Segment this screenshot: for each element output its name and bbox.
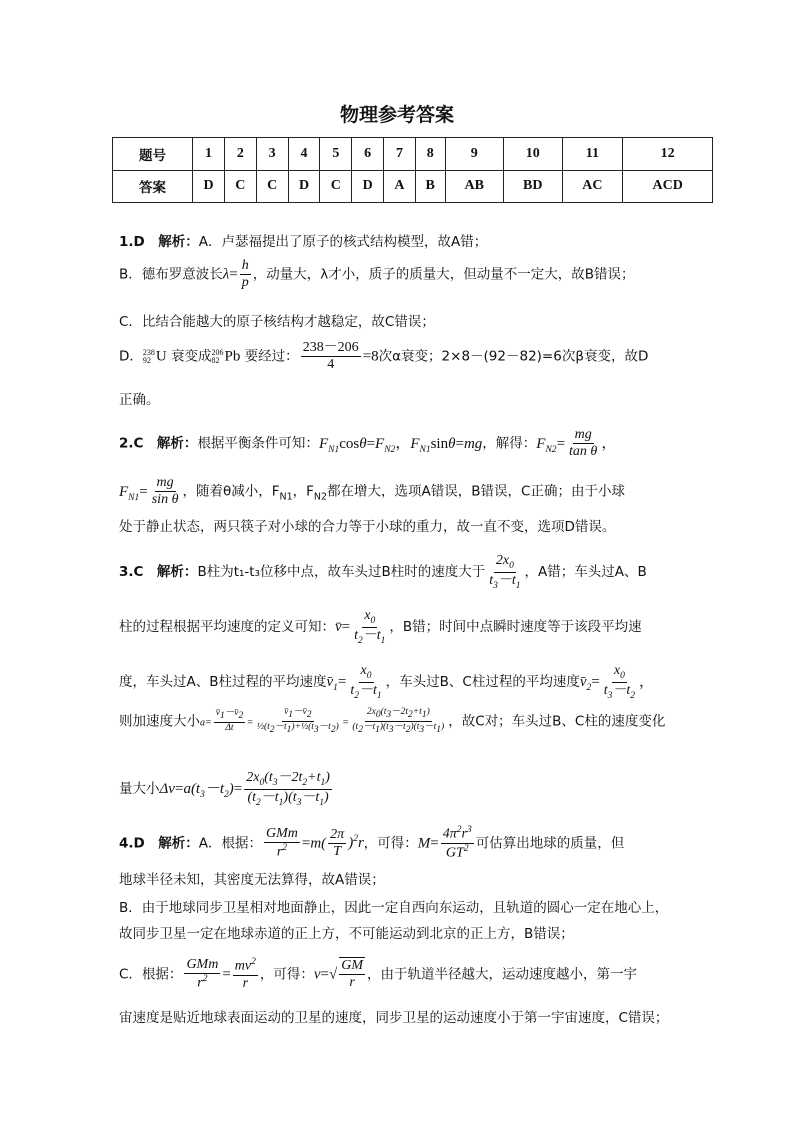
formula: )$^2$r <box>348 834 364 852</box>
q3-text: ，A错；车头过A、B <box>524 564 647 581</box>
q2-line-c <box>119 515 615 535</box>
answer-cell: AB <box>445 170 504 203</box>
question-number: 1 <box>193 138 225 171</box>
q4-heading: 4.D 解析： <box>119 835 199 852</box>
q1-text: 要经过： <box>244 348 299 365</box>
q4-text: 可估算出地球的质量，但 <box>475 835 625 852</box>
q3-text: 则加速度大小 <box>119 713 200 730</box>
q2-line-a: 2.C 解析：根据平衡条件可知：$F_{N1}\cos\theta=F_{N2}$，$F_{N1}\sin\theta=mg$，解得：$F_{N2}=$ $\frac{mg}{\text{tan θ}}$ ， <box>119 427 617 460</box>
q1-line-c <box>119 310 435 330</box>
question-number: 12 <box>623 138 713 171</box>
q2-text: 都在增大，选项A错误，B错误，C正确；由于小球 <box>327 483 625 500</box>
answer-cell: C <box>320 170 352 203</box>
q4-line-f <box>119 1006 668 1026</box>
q2-heading: 2.C 解析： <box>119 435 198 452</box>
question-number: 9 <box>445 138 504 171</box>
question-number: 5 <box>320 138 352 171</box>
fraction: $\frac{2x_0}{t_3-t_1}$ <box>489 553 521 591</box>
question-number: 7 <box>384 138 416 171</box>
q1-line-d: D． 238 92 U 衰变成 206 82 Pb 要经过： $\frac{238-206}{4}$ =8次α衰变；2×8－(92－82)=6次β衰变，故D <box>119 340 649 373</box>
q4-text: A．根据： <box>198 835 262 852</box>
fraction: $\frac{mv^2}{r}$ <box>234 957 256 991</box>
q2-text: ，随着θ减小，F <box>182 483 280 500</box>
q3-text: ，B错；时间中点瞬时速度等于该段平均速 <box>389 619 642 636</box>
q3-text: 量大小 <box>119 781 160 798</box>
question-number: 8 <box>415 138 445 171</box>
fraction: $\frac{mg}{\text{sin θ}}$ <box>151 475 179 508</box>
q1-text: A．卢瑟福提出了原子的核式结构模型，故A错； <box>198 234 488 250</box>
question-number: 6 <box>352 138 384 171</box>
q1-text: 正确。 <box>119 392 160 408</box>
q2-text: 处于静止状态，两只筷子对小球的合力等于小球的重力，故一直不变，选项D错误。 <box>119 519 616 535</box>
q4-line-e: C．根据： GMm $r^2$ = $\frac{mv^2}{r}$ ，可得：v=√ $\frac{GM}{r}$ ，由于轨道半径越大，运动速度越小，第一宇 <box>119 957 638 991</box>
q1-heading: 1.D 解析： <box>119 234 199 250</box>
q1-line-b: B．德布罗意波长λ= $\frac{h}{p}$ ，动量大，λ才小，质子的质量大，但动量不一定大，故B错误； <box>119 258 635 291</box>
fraction: GMm $r^2$ <box>186 957 219 991</box>
q3-line-a <box>119 553 647 591</box>
formula: $\Delta v=a(t_3-t_2)=$ <box>159 781 243 801</box>
question-number: 3 <box>256 138 288 171</box>
q3-line-c: 度，车头过A、B柱过程的平均速度$v̄_1=$ $\frac{x_0}{t_2-t_1}$ ，车头过B、C柱过程的平均速度$v̄_2=$ $\frac{x_0}{t_3-t_2}$ ， <box>119 663 655 701</box>
q4-text: 宙速度是贴近地球表面运动的卫星的速度，同步卫星的运动速度小于第一宇宙速度，C错误； <box>119 1010 669 1026</box>
question-number: 4 <box>288 138 320 171</box>
formula: =m( <box>301 835 327 852</box>
question-number: 10 <box>504 138 563 171</box>
answer-cell: ACD <box>623 170 713 203</box>
q4-text: ，可得： <box>363 835 418 852</box>
answer-cell: D <box>193 170 225 203</box>
question-number: 2 <box>224 138 256 171</box>
answer-cell: D <box>288 170 320 203</box>
q1-text: C．比结合能越大的原子核结构才越稳定，故C错误； <box>119 314 435 330</box>
q1-line-e <box>119 388 160 408</box>
question-number: 11 <box>562 138 623 171</box>
fraction: $\frac{mg}{\text{tan θ}}$ <box>569 427 598 460</box>
formula: λ <box>222 266 230 283</box>
q3-text: ，车头过B、C柱过程的平均速度 <box>385 674 580 691</box>
formula: v̄= <box>335 619 351 636</box>
table-row <box>113 138 713 171</box>
answer-cell: D <box>352 170 384 203</box>
fraction: $\frac{4\pi^2r^3}{GT^2}$ <box>442 825 472 861</box>
q4-text: 地球半径未知，其密度无法算得，故A错误； <box>119 872 385 888</box>
q2-text: 根据平衡条件可知： <box>197 435 319 452</box>
q1-text: 衰变成 <box>171 348 212 365</box>
answer-table <box>112 137 713 203</box>
formula: v=√ <box>313 966 338 983</box>
formula: M= <box>417 835 439 852</box>
answer-cell: C <box>224 170 256 203</box>
formula: $F_{N1}\sin\theta=mg$ <box>410 435 483 455</box>
q3-text: ，故C对；车头过B、C柱的速度变化 <box>448 713 666 730</box>
q3-line-e <box>119 770 334 808</box>
q1-text: B．德布罗意波长 <box>119 266 223 283</box>
formula: a= <box>200 717 212 729</box>
q4-text: 故同步卫星一定在地球赤道的正上方，不可能运动到北京的正上方，B错误； <box>119 926 574 942</box>
fraction: $\frac{2\pi}{T}$ <box>330 826 345 859</box>
q2-text: ，解得： <box>482 435 537 452</box>
q4-text: C．根据： <box>119 966 183 983</box>
q4-line-b <box>119 868 385 888</box>
formula: $v̄_2=$ <box>579 674 600 694</box>
q3-text: B柱为t₁-t₃位移中点，故车头过B柱时的速度大于 <box>197 564 486 581</box>
row-label: 答案 <box>113 170 193 203</box>
formula: $F_{N1}=$ <box>119 483 148 503</box>
q3-line-d: 则加速度大小a= $\frac{v̄_1-v̄_2}{\Delta t}$ = $\frac{v̄_1-v̄_2}{\frac{1}{2}(t_2-t_1)+\frac{1}{2}(t_3-t_2)}$ = $\frac{2x_0(t_3-2t_2+t_1)}{(t_2-t_1)(t_3-t_2)(t_3-t_1)}$ ，故C对；车头过B、C柱的速度变化 <box>119 707 666 735</box>
fraction: $\frac{x_0}{t_2-t_1}$ <box>354 608 386 646</box>
q2-line-b: $F_{N1}=$ $\frac{mg}{\text{sin θ}}$ ，随着θ减小，$F_{N1}$，$F_{N2}$都在增大，选项A错误，B错误，C正确；由于小球 <box>119 475 625 508</box>
q1-text: ，动量大，λ才小，质子的质量大，但动量不一定大，故B错误； <box>252 266 635 283</box>
q3-text: 度，车头过A、B柱过程的平均速度 <box>119 674 327 691</box>
q1-text: 次α衰变；2×8－(92－82)=6次β衰变，故D <box>378 348 649 365</box>
q4-line-d <box>119 922 574 942</box>
table-row <box>113 170 713 203</box>
q4-text: B．由于地球同步卫星相对地面静止，因此一定自西向东运动，且轨道的圆心一定在地心上， <box>119 900 669 916</box>
q1-line-a <box>119 230 487 250</box>
answer-cell: AC <box>562 170 623 203</box>
q4-text: ，可得： <box>259 966 314 983</box>
fraction: $\frac{v̄_1-v̄_2}{\Delta t}$ <box>215 708 244 734</box>
formula: $F_{N1}\cos\theta=F_{N2}$ <box>318 435 396 455</box>
q4-text: ，由于轨道半径越大，运动速度越小，第一宇 <box>367 966 638 983</box>
fraction: $\frac{238-206}{4}$ <box>302 340 359 373</box>
q1-text: D． <box>119 348 143 365</box>
answer-cell: BD <box>504 170 563 203</box>
page-title: 物理参考答案 <box>339 104 454 126</box>
fraction: $\frac{GM}{r}$ <box>341 958 364 991</box>
fraction: GMm $r^2$ <box>265 825 298 860</box>
q3-text: 柱的过程根据平均速度的定义可知： <box>119 619 335 636</box>
row-label: 题号 <box>113 138 193 171</box>
q3-heading: 3.C 解析： <box>119 564 198 581</box>
formula: $v̄_1=$ <box>326 674 347 694</box>
fraction: $\frac{v̄_1-v̄_2}{\frac{1}{2}(t_2-t_1)+\frac{1}{2}(t_3-t_2)}$ <box>256 707 339 735</box>
q3-line-b <box>119 608 642 646</box>
answer-cell: C <box>256 170 288 203</box>
answer-cell: B <box>415 170 445 203</box>
answer-cell: A <box>384 170 416 203</box>
q4-line-c <box>119 896 668 916</box>
fraction: $\frac{2x_0(t_3-2t_2+t_1)}{(t_2-t_1)(t_3-t_1)}$ <box>246 770 330 808</box>
q4-line-a <box>119 825 624 862</box>
fraction: $\frac{x_0}{t_2-t_1}$ <box>350 663 382 701</box>
fraction: $\frac{2x_0(t_3-2t_2+t_1)}{(t_2-t_1)(t_3-t_2)(t_3-t_1)}$ <box>352 707 445 735</box>
fraction: $\frac{h}{p}$ <box>241 258 249 291</box>
formula: $F_{N2}=$ <box>536 435 566 455</box>
fraction: $\frac{x_0}{t_3-t_2}$ <box>603 663 636 701</box>
